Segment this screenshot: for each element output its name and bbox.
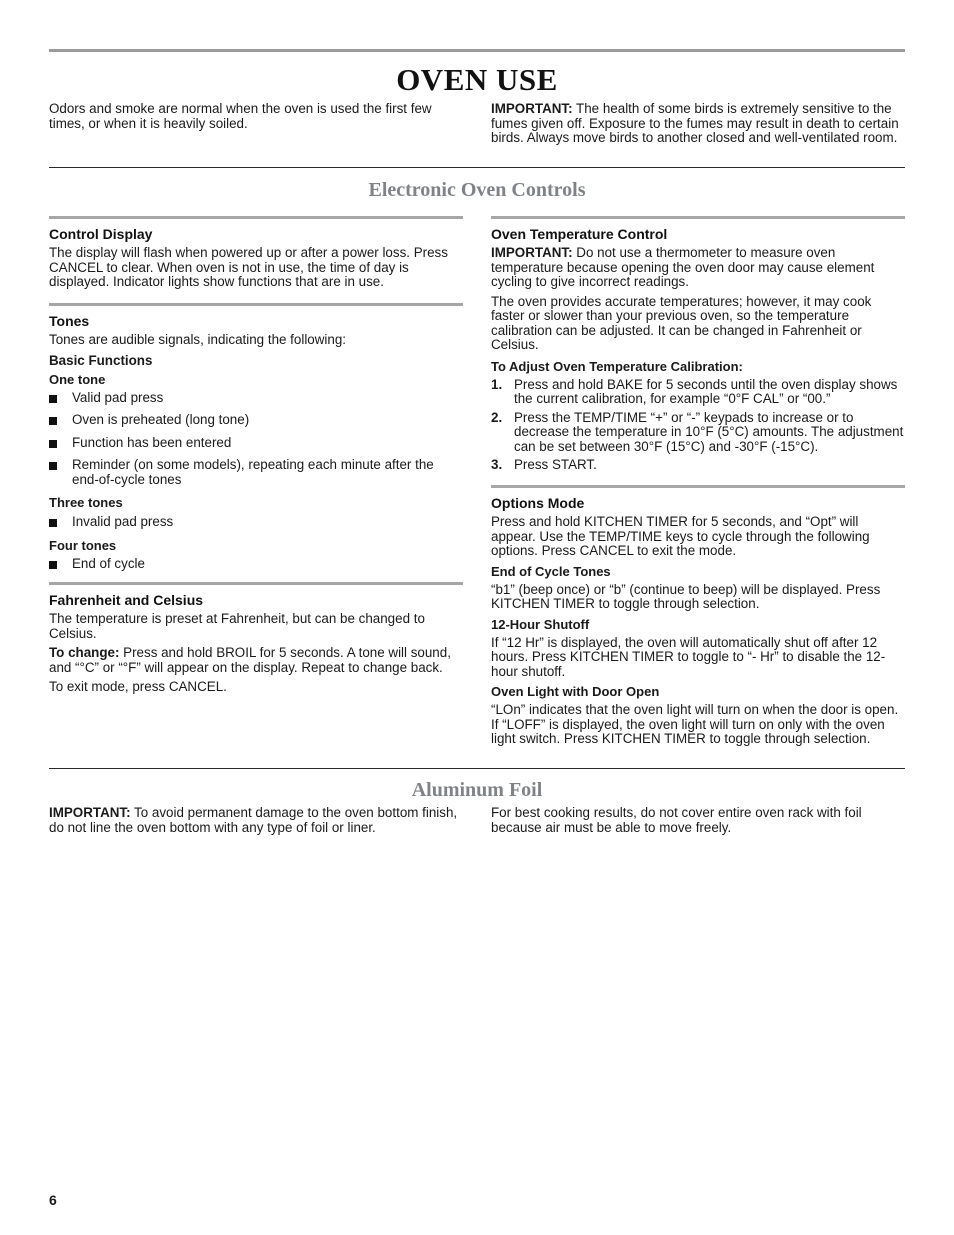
list-item	[49, 391, 463, 406]
list-item	[49, 557, 463, 572]
control-display-text: The display will flash when powered up or after a power loss. Press CANCEL to clear. When oven is not in use, the time of day is displayed. Indicator lights show functions that are in use.	[49, 245, 448, 289]
to-change-label: To change:	[49, 645, 120, 660]
bullet-icon	[49, 462, 57, 470]
oven-light-text: “LOn” indicates that the oven light will turn on when the door is open. If “LOFF” is displayed, the oven light will turn on only with the oven light switch. Press KITCHEN TIMER to toggle through selection.	[491, 702, 899, 746]
bullet-icon	[49, 519, 57, 527]
options-text: Press and hold KITCHEN TIMER for 5 seconds, and “Opt” will appear. Use the TEMP/TIME keys to cycle through the following options. Press CANCEL to exit the mode.	[491, 514, 870, 558]
page-number: 6	[49, 1192, 57, 1208]
three-tones-list	[49, 515, 463, 530]
to-change-text	[49, 646, 463, 675]
oven-light-label: Oven Light with Door Open	[491, 684, 660, 699]
tones-intro: Tones are audible signals, indicating the following:	[49, 332, 347, 347]
important-label: IMPORTANT:	[491, 101, 573, 116]
step-number: 2.	[491, 409, 503, 425]
intro-right-text	[491, 102, 905, 146]
list-item-text: End of cycle	[72, 555, 145, 571]
oven-temp-important-body: Do not use a thermometer to measure oven temperature because opening the oven door may cause element cycling to give incorrect readings.	[491, 245, 875, 289]
fahrenheit-text: The temperature is preset at Fahrenheit, but can be changed to Celsius.	[49, 611, 425, 641]
basic-functions-heading: Basic Functions	[49, 352, 153, 368]
section-divider	[49, 167, 905, 168]
list-item-text: Oven is preheated (long tone)	[72, 412, 250, 427]
step-text: Press and hold BAKE for 5 seconds until the oven display shows the current calibration, for example “0°F CAL” or “00.”	[514, 376, 898, 406]
foil-left-text	[49, 806, 463, 835]
foil-right-text: For best cooking results, do not cover entire oven rack with foil because air must be able to move freely.	[491, 805, 862, 835]
subsection-rule	[49, 582, 463, 585]
step-number: 1.	[491, 376, 503, 392]
oven-temp-block	[491, 226, 905, 477]
exit-mode-text: To exit mode, press CANCEL.	[49, 679, 227, 694]
section-title-aluminum-foil: Aluminum Foil	[411, 779, 543, 801]
control-display-block	[49, 226, 463, 290]
oven-temp-text: The oven provides accurate temperatures; however, it may cook faster or slower than your previous oven, so the temperature calibration can be adjusted. It can be changed in Fahrenheit or Celsius.	[491, 293, 872, 352]
oven-temp-important	[491, 246, 905, 290]
oven-temp-heading: Oven Temperature Control	[491, 226, 668, 242]
calibration-steps	[491, 378, 905, 473]
list-item	[491, 411, 905, 455]
options-block	[491, 495, 905, 747]
one-tone-list	[49, 391, 463, 488]
fahrenheit-heading: Fahrenheit and Celsius	[49, 592, 204, 608]
bullet-icon	[49, 395, 57, 403]
tones-block	[49, 313, 463, 579]
to-change-body: Press and hold BROIL for 5 seconds. A tone will sound, and “°C” or “°F” will appear on the display. Repeat to change back.	[49, 645, 451, 675]
section-title-electronic-controls: Electronic Oven Controls	[368, 179, 586, 201]
list-item	[49, 515, 463, 530]
important-label: IMPORTANT:	[491, 245, 573, 260]
list-item	[49, 436, 463, 451]
list-item	[49, 458, 463, 487]
shutoff-text: If “12 Hr” is displayed, the oven will automatically shut off after 12 hours. Press KITCHEN TIMER to toggle to “- Hr” to disable the 12-hour shutoff.	[491, 634, 886, 679]
intro-left-text: Odors and smoke are normal when the oven is used the first few times, or when it is heavily soiled.	[49, 101, 432, 131]
bullet-icon	[49, 417, 57, 425]
step-text: Press the TEMP/TIME “+” or “-” keypads to increase or to decrease the temperature in 10°F (5°C) amounts. The adjustment can be set between 30°F (15°C) and -30°F (-15°C).	[514, 409, 904, 454]
list-item	[49, 413, 463, 428]
fahrenheit-block	[49, 592, 463, 695]
list-item	[491, 378, 905, 407]
subsection-rule	[49, 216, 463, 219]
control-display-heading: Control Display	[49, 226, 153, 242]
important-label: IMPORTANT:	[49, 805, 131, 820]
list-item-text: Function has been entered	[72, 434, 232, 450]
subsection-rule	[491, 216, 905, 219]
shutoff-label: 12-Hour Shutoff	[491, 616, 590, 632]
step-number: 3.	[491, 457, 503, 472]
four-tones-list	[49, 557, 463, 572]
foil-warning-text: To avoid permanent damage to the oven bottom finish, do not line the oven bottom with any type of foil or liner.	[49, 805, 458, 835]
page-title: OVEN USE	[396, 62, 558, 97]
bullet-icon	[49, 561, 57, 569]
subsection-rule	[491, 485, 905, 488]
three-tones-label: Three tones	[49, 495, 123, 510]
list-item-text: Invalid pad press	[72, 514, 174, 529]
birds-warning-text: The health of some birds is extremely sensitive to the fumes given off. Exposure to the fumes may result in death to certain birds. Always move birds to another closed and well-ventilated room.	[491, 101, 899, 145]
list-item	[491, 458, 905, 473]
top-rule	[49, 49, 905, 52]
section-divider	[49, 768, 905, 769]
calibration-subheading: To Adjust Oven Temperature Calibration:	[491, 358, 743, 374]
four-tones-label: Four tones	[49, 537, 117, 553]
end-of-cycle-text: “b1” (beep once) or “b” (continue to beep) will be displayed. Press KITCHEN TIMER to toggle through selection.	[491, 581, 881, 611]
step-text: Press START.	[514, 457, 597, 472]
options-heading: Options Mode	[491, 495, 585, 511]
subsection-rule	[49, 303, 463, 306]
bullet-icon	[49, 440, 57, 448]
tones-heading: Tones	[49, 313, 90, 329]
list-item-text: Reminder (on some models), repeating each minute after the end-of-cycle tones	[72, 457, 434, 487]
end-of-cycle-label: End of Cycle Tones	[491, 563, 611, 579]
one-tone-label: One tone	[49, 371, 106, 387]
list-item-text: Valid pad press	[72, 389, 164, 405]
